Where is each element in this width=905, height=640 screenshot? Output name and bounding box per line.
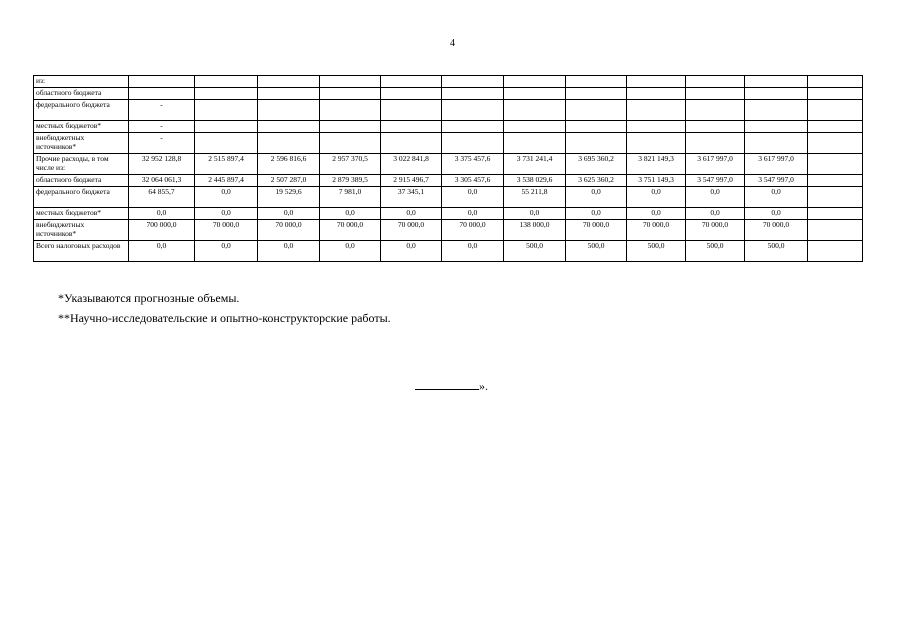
table-row xyxy=(34,241,863,262)
table-cell xyxy=(195,88,258,100)
table-cell xyxy=(381,133,442,154)
table-cell xyxy=(258,133,320,154)
table-cell xyxy=(627,88,686,100)
row-label: местных бюджетов* xyxy=(34,121,129,133)
footnote-forecast: *Указываются прогнозные объемы. xyxy=(58,291,240,305)
table-cell xyxy=(808,121,863,133)
table-cell: 0,0 xyxy=(566,187,627,208)
table-cell: 64 855,7 xyxy=(129,187,195,208)
table-cell: 0,0 xyxy=(442,187,504,208)
table-cell: 500,0 xyxy=(686,241,745,262)
table-row xyxy=(34,76,863,88)
table-cell xyxy=(808,154,863,175)
table-row xyxy=(34,220,863,241)
table-cell xyxy=(442,121,504,133)
table-cell xyxy=(442,76,504,88)
table-cell xyxy=(808,175,863,187)
table-cell: 3 538 029,6 xyxy=(504,175,566,187)
table-cell xyxy=(627,76,686,88)
budget-table-body xyxy=(34,76,863,262)
table-cell: 2 596 816,6 xyxy=(258,154,320,175)
table-cell: 500,0 xyxy=(566,241,627,262)
table-cell: 0,0 xyxy=(320,241,381,262)
row-label: областного бюджета xyxy=(34,175,129,187)
table-cell: 0,0 xyxy=(745,208,808,220)
table-cell xyxy=(745,121,808,133)
table-cell: 2 507 287,0 xyxy=(258,175,320,187)
row-label: местных бюджетов* xyxy=(34,208,129,220)
table-cell xyxy=(627,121,686,133)
table-row xyxy=(34,187,863,208)
row-label: внебюджетных источников* xyxy=(34,220,129,241)
row-label: Прочие расходы, в том числе из: xyxy=(34,154,129,175)
blank-line xyxy=(415,379,479,390)
table-cell xyxy=(381,121,442,133)
table-cell: 37 345,1 xyxy=(381,187,442,208)
table-cell: 500,0 xyxy=(504,241,566,262)
table-cell xyxy=(808,187,863,208)
table-cell xyxy=(381,100,442,121)
table-cell xyxy=(320,121,381,133)
table-cell: 0,0 xyxy=(442,241,504,262)
table-cell: - xyxy=(129,133,195,154)
table-cell xyxy=(320,76,381,88)
table-cell xyxy=(566,88,627,100)
table-cell xyxy=(381,76,442,88)
table-cell: 3 617 997,0 xyxy=(745,154,808,175)
table-cell: 0,0 xyxy=(381,208,442,220)
table-cell xyxy=(686,121,745,133)
table-cell xyxy=(808,220,863,241)
table-cell xyxy=(504,133,566,154)
table-cell xyxy=(808,133,863,154)
table-cell: 0,0 xyxy=(442,208,504,220)
table-cell xyxy=(320,133,381,154)
table-cell: 500,0 xyxy=(627,241,686,262)
table-cell: 3 547 997,0 xyxy=(686,175,745,187)
row-label: Всего налоговых расходов xyxy=(34,241,129,262)
table-cell xyxy=(504,76,566,88)
table-cell: 3 375 457,6 xyxy=(442,154,504,175)
table-cell: 0,0 xyxy=(320,208,381,220)
footnote-rnd: **Научно-исследовательские и опытно-конструкторские работы. xyxy=(58,311,391,325)
table-cell: 0,0 xyxy=(129,208,195,220)
table-cell xyxy=(442,133,504,154)
row-label: областного бюджета xyxy=(34,88,129,100)
table-cell: 55 211,8 xyxy=(504,187,566,208)
table-row xyxy=(34,121,863,133)
table-cell xyxy=(320,100,381,121)
table-cell xyxy=(566,133,627,154)
row-label: из: xyxy=(34,76,129,88)
table-cell xyxy=(808,100,863,121)
table-cell xyxy=(504,121,566,133)
table-row xyxy=(34,88,863,100)
table-cell xyxy=(686,76,745,88)
table-cell: - xyxy=(129,100,195,121)
table-cell xyxy=(808,76,863,88)
table-cell xyxy=(195,100,258,121)
closing-mark: ». xyxy=(479,379,488,393)
table-row xyxy=(34,208,863,220)
table-cell xyxy=(745,88,808,100)
table-cell: 32 064 061,3 xyxy=(129,175,195,187)
closing-signature-line xyxy=(415,379,488,394)
table-cell: 700 000,0 xyxy=(129,220,195,241)
page-number: 4 xyxy=(450,38,455,49)
table-cell xyxy=(195,133,258,154)
table-cell: 0,0 xyxy=(381,241,442,262)
table-cell xyxy=(808,88,863,100)
table-cell: 70 000,0 xyxy=(320,220,381,241)
table-cell xyxy=(504,100,566,121)
table-cell xyxy=(258,76,320,88)
table-cell: 0,0 xyxy=(195,187,258,208)
table-cell: 500,0 xyxy=(745,241,808,262)
table-cell: 0,0 xyxy=(258,208,320,220)
table-cell xyxy=(627,100,686,121)
table-cell: 70 000,0 xyxy=(627,220,686,241)
table-cell: 2 957 370,5 xyxy=(320,154,381,175)
table-cell: 2 515 897,4 xyxy=(195,154,258,175)
table-cell: 138 000,0 xyxy=(504,220,566,241)
table-cell xyxy=(686,133,745,154)
table-cell: 70 000,0 xyxy=(381,220,442,241)
table-cell: 2 879 389,5 xyxy=(320,175,381,187)
table-cell xyxy=(566,121,627,133)
table-cell: 70 000,0 xyxy=(686,220,745,241)
table-cell: 3 305 457,6 xyxy=(442,175,504,187)
table-cell xyxy=(381,88,442,100)
table-cell xyxy=(195,121,258,133)
table-cell xyxy=(686,88,745,100)
table-cell: 0,0 xyxy=(627,208,686,220)
table-cell xyxy=(129,88,195,100)
table-cell: 0,0 xyxy=(745,187,808,208)
row-label: внебюджетных источников* xyxy=(34,133,129,154)
table-cell: 3 022 841,8 xyxy=(381,154,442,175)
table-cell: 0,0 xyxy=(258,241,320,262)
table-row xyxy=(34,175,863,187)
table-cell: 0,0 xyxy=(627,187,686,208)
table-cell xyxy=(258,88,320,100)
table-row xyxy=(34,100,863,121)
table-cell: 0,0 xyxy=(129,241,195,262)
table-cell xyxy=(745,76,808,88)
table-cell xyxy=(566,100,627,121)
table-cell xyxy=(320,88,381,100)
table-cell: 0,0 xyxy=(504,208,566,220)
table-cell: 0,0 xyxy=(686,187,745,208)
table-cell: 0,0 xyxy=(686,208,745,220)
table-cell xyxy=(566,76,627,88)
table-cell xyxy=(442,88,504,100)
table-row xyxy=(34,133,863,154)
table-cell: 70 000,0 xyxy=(195,220,258,241)
row-label: федерального бюджета xyxy=(34,100,129,121)
table-cell: - xyxy=(129,121,195,133)
table-cell xyxy=(627,133,686,154)
table-cell xyxy=(808,208,863,220)
table-cell xyxy=(745,133,808,154)
table-cell: 3 617 997,0 xyxy=(686,154,745,175)
table-cell xyxy=(808,241,863,262)
table-cell: 70 000,0 xyxy=(258,220,320,241)
table-cell: 32 952 128,8 xyxy=(129,154,195,175)
table-cell: 0,0 xyxy=(195,241,258,262)
table-cell: 3 751 149,3 xyxy=(627,175,686,187)
budget-table xyxy=(33,75,863,262)
table-cell: 2 915 496,7 xyxy=(381,175,442,187)
table-cell: 0,0 xyxy=(566,208,627,220)
table-cell: 3 695 360,2 xyxy=(566,154,627,175)
table-cell: 0,0 xyxy=(195,208,258,220)
table-cell xyxy=(258,100,320,121)
table-cell: 3 547 997,0 xyxy=(745,175,808,187)
table-cell: 70 000,0 xyxy=(442,220,504,241)
table-cell: 70 000,0 xyxy=(745,220,808,241)
table-cell: 3 625 360,2 xyxy=(566,175,627,187)
table-cell xyxy=(258,121,320,133)
table-cell: 70 000,0 xyxy=(566,220,627,241)
table-cell xyxy=(195,76,258,88)
table-cell xyxy=(442,100,504,121)
table-cell: 3 821 149,3 xyxy=(627,154,686,175)
row-label: федерального бюджета xyxy=(34,187,129,208)
table-cell: 7 981,0 xyxy=(320,187,381,208)
table-cell xyxy=(129,76,195,88)
table-row xyxy=(34,154,863,175)
table-cell: 3 731 241,4 xyxy=(504,154,566,175)
table-cell xyxy=(745,100,808,121)
table-cell xyxy=(504,88,566,100)
table-cell: 19 529,6 xyxy=(258,187,320,208)
table-cell: 2 445 897,4 xyxy=(195,175,258,187)
table-cell xyxy=(686,100,745,121)
